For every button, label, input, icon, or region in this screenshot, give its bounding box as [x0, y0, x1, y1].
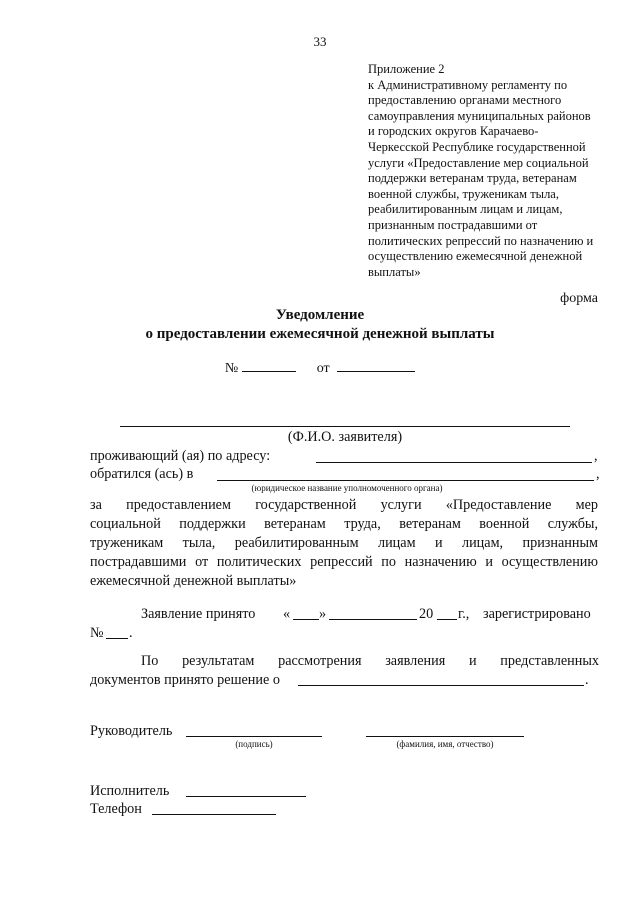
title-line-2: о предоставлении ежемесячной денежной выплаты: [145, 326, 495, 342]
document-title: [0, 306, 640, 344]
residing-label: проживающий (ая) по адресу:: [90, 448, 271, 464]
decision-line-2: документов принято решение о: [90, 672, 280, 688]
appendix-line: политических репрессий по назначению и: [368, 233, 594, 248]
body-line: ежемесячной денежной выплаты»: [90, 573, 297, 589]
accepted-label: Заявление принято: [141, 606, 256, 622]
appendix-line: предоставлению органами местного: [368, 93, 562, 108]
date-label: от: [316, 361, 330, 376]
appendix-header: [368, 62, 608, 280]
executor-line[interactable]: [186, 796, 306, 797]
appendix-line: военной службы, труженикам тыла,: [368, 186, 559, 201]
appendix-line: поддержки ветеранам труда, ветеранам: [368, 171, 577, 186]
appendix-line: реабилитированным лицам и лицам,: [368, 202, 563, 217]
appendix-line: и городских округов Карачаево-: [368, 124, 539, 139]
year-blank[interactable]: [437, 619, 457, 620]
address-line[interactable]: [316, 462, 592, 463]
phone-label: Телефон: [90, 801, 142, 817]
decision-line-1: По результатам рассмотрения заявления и представленных: [141, 653, 599, 669]
appendix-line: к Административному регламенту по: [368, 77, 568, 92]
appendix-line: самоуправления муниципальных районов: [368, 108, 591, 123]
applied-label: обратился (ась) в: [90, 466, 194, 482]
number-blank[interactable]: [242, 359, 296, 372]
registration-number-label: №: [90, 625, 104, 641]
appendix-line: Приложение 2: [368, 62, 445, 76]
year-prefix: 20: [419, 606, 434, 622]
executor-label: Исполнитель: [90, 783, 170, 799]
page-number: 33: [313, 34, 327, 49]
signature-caption: (подпись): [235, 739, 273, 749]
number-label: №: [224, 361, 239, 376]
quote-close: »: [319, 606, 327, 622]
appendix-line: услуги «Предоставление мер социальной: [368, 155, 589, 170]
year-suffix: г.,: [458, 606, 470, 622]
number-date-row: [0, 359, 640, 377]
appendix-line: признанным пострадавшими от: [368, 217, 538, 232]
address-comma: ,: [594, 448, 598, 464]
appendix-line: осуществлению ежемесячной денежной: [368, 249, 583, 264]
body-line: труженикам тыла, реабилитированным лицам и лицам, признанным: [90, 535, 598, 551]
body-line: за предоставлением государственной услуги «Предоставление мер: [90, 497, 598, 513]
body-line: социальной поддержки ветеранам труда, ветеранам военной службы,: [90, 516, 598, 532]
registration-number-blank[interactable]: [106, 638, 128, 639]
body-line: пострадавшими от политических репрессий по назначению и осуществлению: [90, 554, 598, 570]
applicant-caption: (Ф.И.О. заявителя): [287, 429, 403, 445]
registration-number-end: .: [129, 625, 133, 641]
decision-blank[interactable]: [298, 685, 584, 686]
decision-end: .: [585, 672, 589, 688]
head-label: Руководитель: [90, 723, 173, 739]
organization-line[interactable]: [217, 480, 594, 481]
signature-line[interactable]: [186, 736, 322, 737]
day-blank[interactable]: [293, 619, 319, 620]
date-blank[interactable]: [337, 359, 415, 372]
appendix-line: Черкесской Республике государственной: [368, 139, 586, 154]
month-blank[interactable]: [329, 619, 417, 620]
title-line-1: Уведомление: [275, 307, 365, 323]
full-name-caption: (фамилия, имя, отчество): [396, 739, 494, 749]
appendix-line: выплаты»: [368, 264, 421, 279]
organization-comma: ,: [596, 466, 600, 482]
phone-line[interactable]: [152, 814, 276, 815]
full-name-line[interactable]: [366, 736, 524, 737]
organization-caption: (юридическое название уполномоченного органа): [251, 483, 443, 493]
form-label: форма: [560, 291, 598, 306]
quote-open: «: [283, 606, 291, 622]
applicant-name-line[interactable]: [120, 426, 570, 427]
registered-label: зарегистрировано: [483, 606, 591, 622]
